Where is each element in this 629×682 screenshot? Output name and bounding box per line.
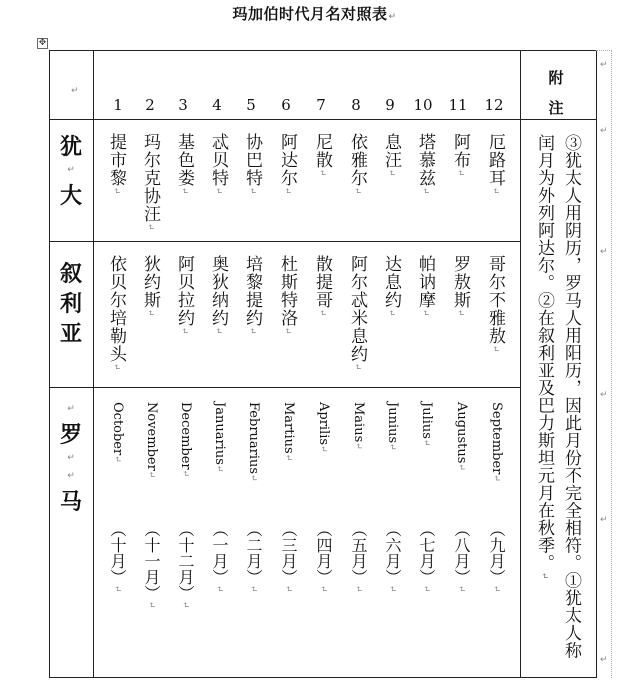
notes-header: 附 注 [548,69,564,117]
month-cell-latin: October↵ [110,402,125,463]
row-end-mark: ↵ [600,515,608,525]
month-cell: 狄约斯↵ [140,255,160,318]
month-cell-latin: Februarius↵ [246,402,261,482]
month-cell-cn: （六月）↵ [383,521,402,593]
month-cell: 基色娄↵ [174,133,194,196]
month-cell-cn: （四月）↵ [314,521,333,593]
month-cell-cn: （九月）↵ [487,521,506,593]
month-cell: 协巴特↵ [242,133,262,196]
month-cell: 奥狄纳约↵ [208,255,228,336]
month-cell-latin: Junius↵ [385,402,400,451]
month-cell-latin: Augustus↵ [454,402,469,471]
month-cell: 玛尔克协汪↵ [140,133,160,232]
month-cell-latin: Julius↵ [419,402,434,447]
month-cell: 培黎提约↵ [242,255,262,336]
month-number: 10 [413,96,433,114]
month-cell-cn: （十月）↵ [108,521,127,593]
month-cell-cn: （八月）↵ [452,521,471,593]
month-cell: 阿尔忒米息约↵ [347,255,367,372]
month-cell: 息汪↵ [381,133,401,178]
month-cell-latin: Martius↵ [281,402,296,462]
month-number: 5 [246,96,256,114]
month-cell: 散提哥↵ [312,255,332,318]
page-title: 玛加伯时代月名对照表↵ [232,5,397,23]
month-cell: 提市黎↵ [106,133,126,196]
month-cell-latin: November↵ [144,402,159,479]
month-cell-latin: Maius↵ [351,402,366,450]
month-number: 7 [316,96,326,114]
table-move-handle-icon[interactable]: ✥ [38,38,47,48]
month-number: 11 [448,96,468,114]
month-cell: 阿贝拉约↵ [174,255,194,336]
month-cell: 杜斯特洛↵ [277,255,297,336]
row-end-mark: ↵ [600,60,608,70]
month-cell: 达息约↵ [381,255,401,318]
month-number: 4 [212,96,222,114]
month-cell: 阿达尔↵ [277,133,297,196]
month-cell-cn: （七月）↵ [417,521,436,593]
month-cell-cn: （三月）↵ [279,521,298,593]
month-cell: 哥尔不雅敖↵ [485,255,505,354]
month-number: 3 [178,96,188,114]
row-end-mark: ↵ [600,247,608,257]
row-end-mark: ↵ [600,390,608,400]
month-cell: 阿布↵ [450,133,470,178]
row-end-mark: ↵ [600,126,608,136]
row-label-judah: 犹 ↵ 大 [59,135,82,209]
month-cell-cn: （二月）↵ [244,521,263,593]
month-number: 9 [385,96,395,114]
month-cell: 厄路耳↵ [485,133,505,196]
notes-text: ③犹太人用阴历，罗马人用阳历，因此月份不完全相符。①犹太人称闰月为外列阿达尔。②在叙利亚及巴力斯坦元月在秋季。↵ [534,134,581,659]
month-cell-latin: September↵ [489,402,504,482]
month-number: 12 [484,96,504,114]
row-label-syria: 叙 利 亚 [59,262,82,347]
month-cell-cn: （一月）↵ [210,521,229,593]
month-cell: 忒贝特↵ [208,133,228,196]
month-cell-latin: December↵ [178,402,193,478]
month-number: 1 [113,96,123,114]
month-cell-cn: （五月）↵ [349,521,368,593]
month-number: 8 [351,96,361,114]
month-number: 2 [145,96,155,114]
month-cell-cn: （十二月）↵ [176,521,195,609]
row-end-mark: ↵ [600,655,608,665]
month-cell-cn: （十一月）↵ [142,521,161,609]
month-cell-latin: Januarius↵ [212,402,227,473]
row-label-rome: ↵ 罗 ↵ ↵ 马 [59,404,82,515]
month-number: 6 [281,96,291,114]
month-cell: 依贝尔培勒头↵ [106,255,126,372]
month-cell: 罗敖斯↵ [450,255,470,318]
month-cell: 依雅尔↵ [347,133,367,196]
month-cell: 帕讷摩↵ [415,255,435,318]
month-cell: 尼散↵ [312,133,332,178]
month-cell-latin: Aprilis↵ [316,402,331,453]
corner-cell-mark: ↵ [71,86,79,96]
month-cell: 塔慕兹↵ [415,133,435,196]
